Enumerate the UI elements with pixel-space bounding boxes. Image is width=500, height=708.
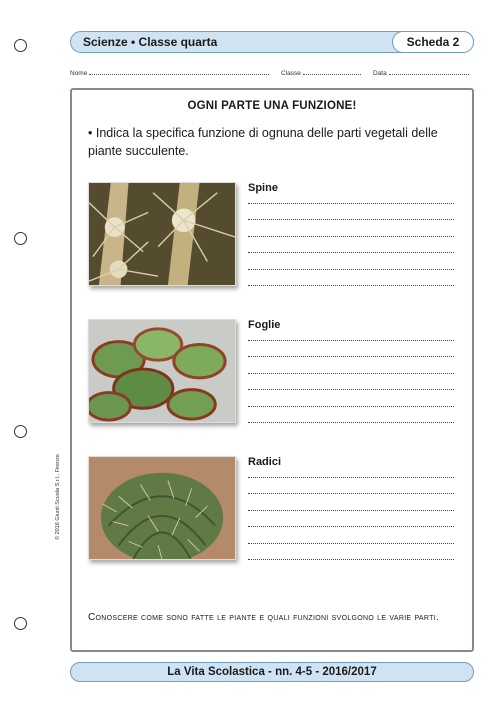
succulent-leaves-photo (88, 319, 236, 423)
copyright-notice: © 2016 Giunti Scuola S.r.l., Firenze (55, 454, 61, 540)
name-label: Nome (70, 70, 88, 77)
section-label-foglie: Foglie (248, 319, 281, 331)
header-bar (70, 31, 474, 53)
date-label: Data (373, 70, 387, 77)
name-field[interactable] (70, 68, 269, 77)
section-label-radici: Radici (248, 456, 282, 468)
section-label-spine: Spine (248, 182, 278, 194)
binder-hole-top (14, 39, 27, 52)
answer-lines-foglie[interactable] (248, 324, 454, 423)
class-line[interactable] (303, 68, 361, 75)
cactus-spines-photo (88, 182, 236, 286)
footer-bar: La Vita Scolastica - nn. 4-5 - 2016/2017 (70, 662, 474, 682)
binder-hole-bottom (14, 617, 27, 630)
scheda-badge: Scheda 2 (392, 31, 474, 53)
objective-text: Conoscere come sono fatte le piante e quali funzioni svolgono le varie parti. (88, 612, 440, 623)
date-field[interactable] (373, 68, 469, 77)
subject-label: Scienze • Classe quarta (83, 35, 218, 49)
cactus-roots-photo (88, 456, 236, 560)
learning-objective (88, 610, 460, 626)
name-line[interactable] (89, 68, 269, 75)
binder-hole-upper (14, 232, 27, 245)
worksheet-title: OGNI PARTE UNA FUNZIONE! (187, 100, 357, 112)
answer-lines-spine[interactable] (248, 187, 454, 286)
worksheet-instruction: • Indica la specifica funzione di ognuna delle parti vegetali delle piante succulente. (88, 126, 438, 158)
worksheet-frame (70, 88, 474, 652)
answer-lines-radici[interactable] (248, 461, 454, 560)
class-field[interactable] (281, 68, 361, 77)
binder-hole-lower (14, 425, 27, 438)
date-line[interactable] (389, 68, 469, 75)
class-label: Classe (281, 70, 301, 77)
